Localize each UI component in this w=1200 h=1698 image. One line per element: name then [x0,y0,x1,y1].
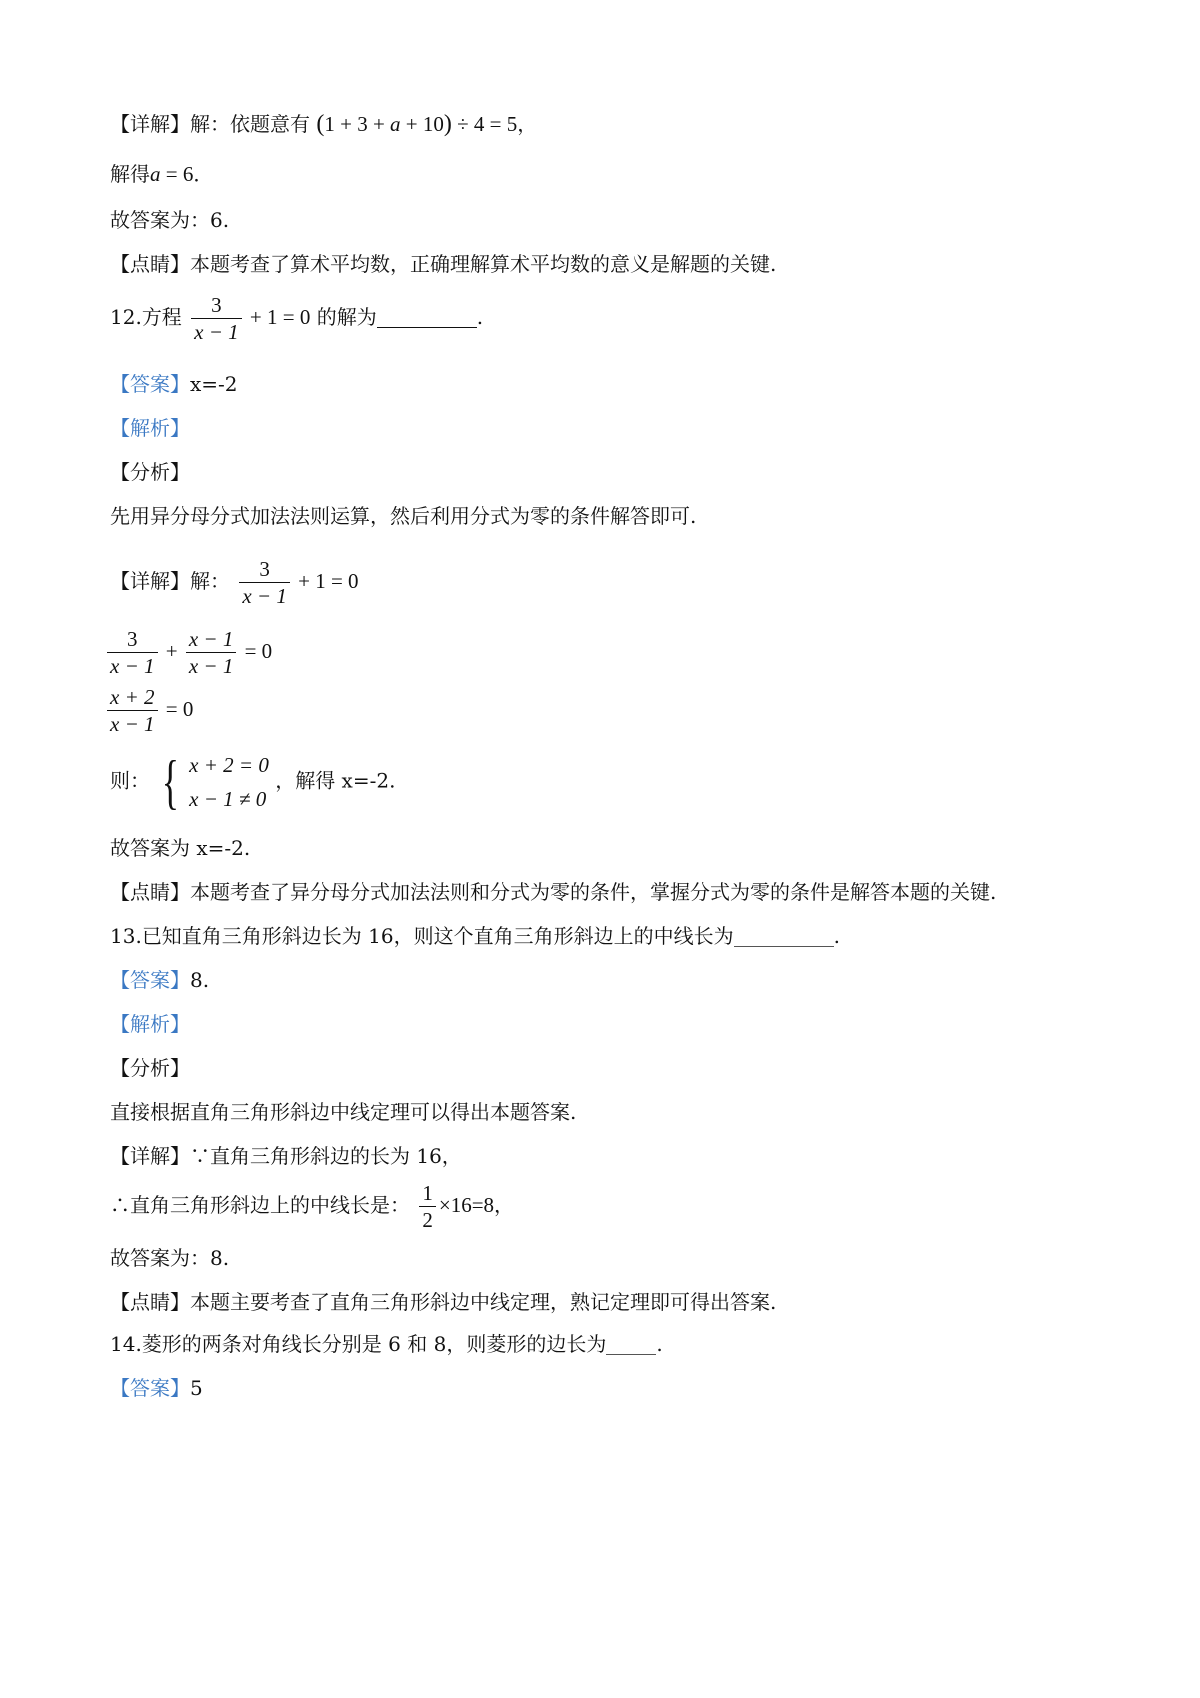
q13-therefore-line: ∴直角三角形斜边上的中线长是： $\frac{1}{2}$ ×16=8， [110,1181,515,1232]
q13-stem: 13.已知直角三角形斜边长为 16，则这个直角三角形斜边上的中线长为 . [110,924,840,948]
fraction: $\frac{3}{x - 1}$ [191,292,242,345]
q13-answer-line-final: 故答案为：8. [110,1246,230,1270]
q12-analysis-label: 【解析】 [110,416,190,440]
equation-system: { x + 2 = 0 x − 1 ≠ 0 [162,749,269,815]
q13-fenxi-text: 直接根据直角三角形斜边中线定理可以得出本题答案. [110,1100,577,1124]
q12-system-line: 则： { x + 2 = 0 x − 1 ≠ 0 ，解得 x=-2. [110,749,396,815]
q12-fenxi-label: 【分析】 [110,460,190,484]
fraction: $\frac{3}{x - 1}$ [239,556,290,609]
q13-answer-line: 【答案】8. [110,968,210,992]
q13-detail-line: 【详解】∵直角三角形斜边的长为 16， [110,1144,462,1168]
comment-label: 【点睛】 [110,252,190,276]
detail-text: 解：依题意有 [190,112,310,136]
q13-analysis-label: 【解析】 [110,1012,190,1036]
q11-solve-line: 解得a = 6． [110,162,214,186]
q11-detail-line: 【详解】解：依题意有 (1 + 3 + a + 10) ÷ 4 = 5， [110,111,538,137]
q11-comment-line [110,250,776,278]
question-number: 12. [110,305,142,329]
answer-label: 【答案】 [110,372,190,396]
q12-detail-line: 【详解】解： $\frac{3}{x - 1}$ + 1 = 0 [110,557,359,608]
brace-icon: { [162,749,180,815]
answer-value: x=-2 [190,372,238,396]
fraction: $\frac{x - 1}{x - 1}$ [186,626,237,679]
fraction: $\frac{x + 2}{x - 1}$ [107,684,158,737]
q12-stem: 12.方程 $\frac{3}{x - 1}$ + 1 = 0 的解为 . [110,293,484,344]
q12-answer-line [110,370,238,398]
q13-fenxi-label: 【分析】 [110,1056,190,1080]
question-number: 13. [110,924,142,948]
q12-fenxi-text: 先用异分母分式加法法则运算，然后利用分式为零的条件解答即可. [110,504,697,528]
q12-answer-line-final: 故答案为 x=-2. [110,836,251,860]
comment-text: 本题考查了算术平均数，正确理解算术平均数的意义是解题的关键. [190,252,777,276]
q12-comment-line: 【点睛】本题考查了异分母分式加法法则和分式为零的条件，掌握分式为零的条件是解答本题的关键. [110,880,997,904]
answer-blank [606,1332,656,1355]
answer-blank [377,305,477,328]
q12-step-2: $\frac{3}{x - 1}$ + $\frac{x - 1}{x - 1}$ = 0 [110,626,272,679]
answer-blank [734,924,834,947]
q14-answer-line: 【答案】5 [110,1376,203,1400]
q12-step-3: $\frac{x + 2}{x - 1}$ = 0 [110,684,193,737]
q14-stem: 14.菱形的两条对角线长分别是 6 和 8，则菱形的边长为 . [110,1332,663,1356]
q13-comment-line: 【点睛】本题主要考查了直角三角形斜边中线定理，熟记定理即可得出答案. [110,1290,777,1314]
detail-label: 【详解】 [110,112,190,136]
question-number: 14. [110,1332,142,1356]
fraction: $\frac{1}{2}$ [419,1180,436,1233]
fraction: $\frac{3}{x - 1}$ [107,626,158,679]
q11-answer-line: 故答案为：6. [110,208,230,232]
q11-equation: (1 + 3 + a + 10) ÷ 4 = 5 [316,111,518,137]
